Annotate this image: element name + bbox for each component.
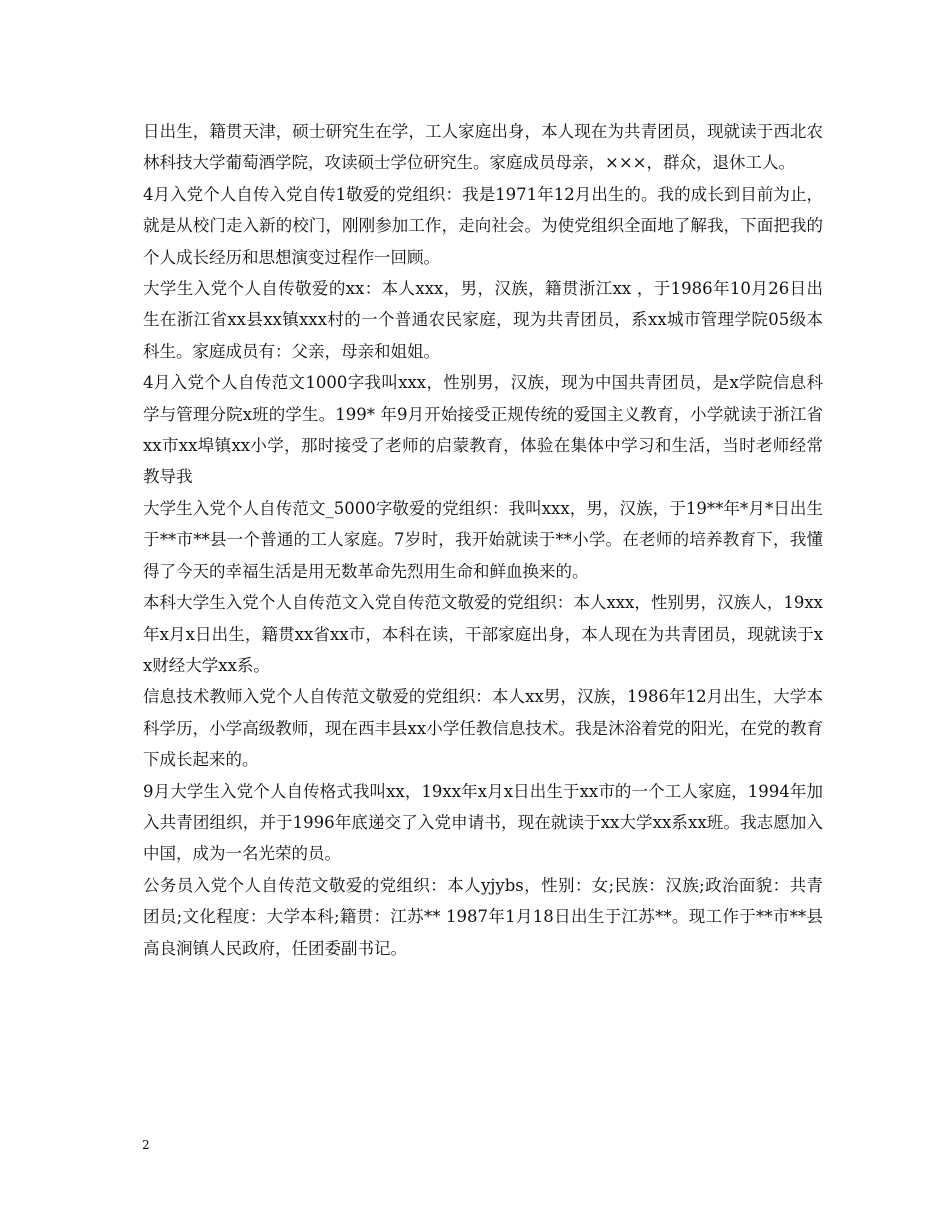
- paragraph-4: 4月入党个人自传范文1000字我叫xxx，性别男，汉族，现为中国共青团员，是x学院信息科学与管理分院x班的学生。199* 年9月开始接受正规传统的爱国主义教育，小学就读于浙江省xx市xx埠镇xx小学，那时接受了老师的启蒙教育，体验在集体中学习和生活，当时老师经常教导我: [143, 373, 823, 487]
- paragraph-5: 大学生入党个人自传范文_5000字敬爱的党组织：我叫xxx，男，汉族，于19**年*月*日出生于**市**县一个普通的工人家庭。7岁时，我开始就读于**小学。在老师的培养教育下，我懂得了今天的幸福生活是用无数革命先烈用生命和鲜血换来的。: [143, 498, 823, 581]
- document-body: [143, 116, 823, 964]
- paragraph-8: 9月大学生入党个人自传格式我叫xx，19xx年x月x日出生于xx市的一个工人家庭，1994年加入共青团组织，并于1996年底递交了入党申请书，现在就读于xx大学xx系xx班。我志愿加入中国，成为一名光荣的员。: [143, 781, 823, 864]
- paragraph-9: 公务员入党个人自传范文敬爱的党组织：本人yjybs，性别：女;民族：汉族;政治面貌：共青团员;文化程度：大学本科;籍贯：江苏** 1987年1月18日出生于江苏**。现工作于**市**县高良涧镇人民政府，任团委副书记。: [143, 875, 823, 958]
- paragraph-3: 大学生入党个人自传敬爱的xx：本人xxx，男，汉族，籍贯浙江xx ，于1986年10月26日出生在浙江省xx县xx镇xxx村的一个普通农民家庭，现为共青团员，系xx城市管理学院05级本科生。家庭成员有：父亲，母亲和姐姐。: [143, 279, 823, 361]
- page-number: 2: [142, 1138, 150, 1152]
- paragraph-1: 日出生，籍贯天津，硕士研究生在学，工人家庭出身，本人现在为共青团员，现就读于西北农林科技大学葡萄酒学院，攻读硕士学位研究生。家庭成员母亲，×××，群众，退休工人。: [143, 122, 823, 173]
- paragraph-7: 信息技术教师入党个人自传范文敬爱的党组织：本人xx男，汉族，1986年12月出生，大学本科学历，小学高级教师，现在西丰县xx小学任教信息技术。我是沐浴着党的阳光，在党的教育下成长起来的。: [143, 687, 823, 770]
- paragraph-6: 本科大学生入党个人自传范文入党自传范文敬爱的党组织：本人xxx，性别男，汉族人，19xx年x月x日出生，籍贯xx省xx市，本科在读，干部家庭出身，本人现在为共青团员，现就读于xx财经大学xx系。: [143, 593, 823, 675]
- paragraph-2: 4月入党个人自传入党自传1敬爱的党组织：我是1971年12月出生的。我的成长到目前为止，就是从校门走入新的校门，刚刚参加工作，走向社会。为使党组织全面地了解我，下面把我的个人成长经历和思想演变过程作一回顾。: [143, 184, 823, 267]
